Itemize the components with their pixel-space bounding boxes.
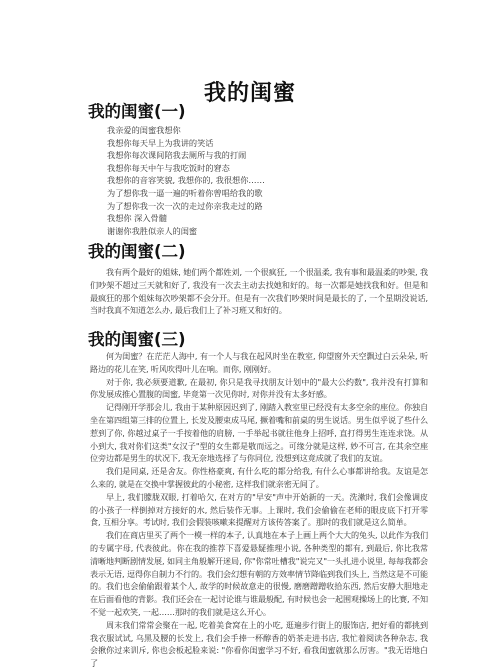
document-title: 我的闺蜜 bbox=[203, 81, 296, 106]
paragraph: 我们是同桌, 还是舍友。你性格豪爽, 有什么吃的都分给我, 有什么心事都讲给我。友谊是怎么来的, 就是在交换中掌握彼此的小秘密, 这样我们就亲密无间了。 bbox=[90, 466, 428, 489]
paragraph: 早上, 我们朦胧双眼, 打着哈欠, 在对方的"早安"声中开始新的一天。洗漱时, 我们会像调皮的小孩子一样倒掉对方接好的水, 然后装作无事。上课时, 我们会偷偷在老师的眼皮底下打开零食, 互相分享。考试时, 我们会假装咳嗽来提醒对方该传答案了。那时的我们就是这么简单。 bbox=[90, 491, 428, 528]
poem-line: 我想你每天中午与我吃饭时的窘态 bbox=[107, 162, 230, 173]
section-2-heading: 我的闺蜜(二) bbox=[88, 242, 186, 261]
section-2-body bbox=[90, 266, 428, 317]
paragraph: 记得刚开学那会儿, 我由于某种原因迟到了, 刚踏入教室里已经没有太多空余的座位。你独自坐在第四组第三排的位置上, 长发及腰束成马尾, 撅着嘴和前桌的男生说话。男生似乎说了些什么惹到了你, 你越过桌子一手按着他的肩膀, 一手举起书就往他身上招呼, 直打得男生连连求饶。从小到大, 我对你们这类"女汉子"型的女生都是敬而远之。可缘分就是这样, 妙不可言, 在其余空座位旁边都是男生的状况下, 我无奈地选择了与你同位, 没想到这竟成就了我们的友谊。 bbox=[90, 402, 428, 464]
paragraph: 何为闺蜜？在茫茫人海中, 有一个人与我在起风时坐在教室, 仰望窗外天空飘过白云朵朵, 听路边的花儿在笑, 听风吹得叶儿在响。而你, 刚刚好。 bbox=[90, 351, 428, 374]
paragraph: 周末我们常常会聚在一起, 吃着美食窝在上的小吃, 逛遍步行街上的服饰店, 把好看的都挑到我衣服试试, 乌黑及腰的长发上, 我们会手捧一杯醇香的奶茶走进书店, 我忙着阅读各种杂志, 我会揪你过来训斥, 你也会板起脸来说: "你看你闺蜜学习不好, 看我闺蜜就那么厉害。"我无语地白了 bbox=[90, 619, 428, 669]
poem-line: 谢谢你我胜似亲人的闺蜜 bbox=[107, 225, 198, 236]
paragraph: 我们在商店里买了两个一模一样的本子, 认真地在本子上画上两个大大的兔头, 以此作为我们的专属字母, 代表彼此。你在我的推荐下喜爱悬疑推理小说, 各种类型的都有, 到最后, 你比我常清晰地判断剧情发展, 如同主角般解开迷局, 你"你常吐槽我"说完又"一头扎进小说里, 每每我都会表示无语, 逗得你自制力不行的。我们会幻想有朝的方效率情节降临到我们头上, 当然这是不可能的。我们也会偷偷跟着某个人, 故学的时候故意走的很慢, 磨磨蹭蹭收拾东西, 然后安静大胆地走在后面看他的背影。我们还会在一起讨论谁与谁最般配, 有时候也会一起围观操场上的比赛, 不知不觉一起欢笑, 一起……那时的我们就是这么开心。 bbox=[90, 530, 428, 617]
poem-line: 为了想你我一次一次的走过你亲我走过的路 bbox=[107, 200, 263, 211]
paragraph: 我有两个最好的姐妹, 她们两个都姓刘, 一个很疯狂, 一个很温柔, 我有事和最温柔的吵架, 我们吵架不超过三天就和好了, 我没有一次去主动去找她和好的。每一次都是她找我和好。但是和最疯狂的那个姐妹每次吵架都不会分开。但是有一次我们吵架时间是最长的了, 一个星期没说话, 当时我真不知道怎么办, 最后我们上了补习班又和好的。 bbox=[90, 267, 428, 316]
section-1-poem bbox=[107, 124, 437, 237]
poem-line: 为了想你我一逼一遍的听着你曾唱给我的歌 bbox=[107, 187, 263, 198]
poem-line: 我想你每天早上为我讲的笑话 bbox=[107, 137, 214, 148]
poem-line: 我亲爱的闺蜜我想你 bbox=[107, 125, 181, 135]
section-3-body bbox=[90, 350, 428, 670]
poem-line: 我想你的音容笑貌, 我想你的, 我很想你…… bbox=[107, 175, 265, 186]
section-3-heading: 我的闺蜜(三) bbox=[88, 330, 186, 349]
paragraph: 对于你, 我必须要道歉, 在最初, 你只是我寻找朋友计划中的"最大公约数", 我并没有打算和你发展成推心置腹的闺蜜, 毕竟第一次见你时, 对你并没有太多好感。 bbox=[90, 376, 428, 400]
poem-line: 我想你每次课间陪我去厕所与我的打闹 bbox=[107, 150, 247, 161]
poem-line: 我想你 深入骨髓 bbox=[107, 213, 167, 224]
section-1-heading: 我的闺蜜(一) bbox=[88, 102, 186, 121]
